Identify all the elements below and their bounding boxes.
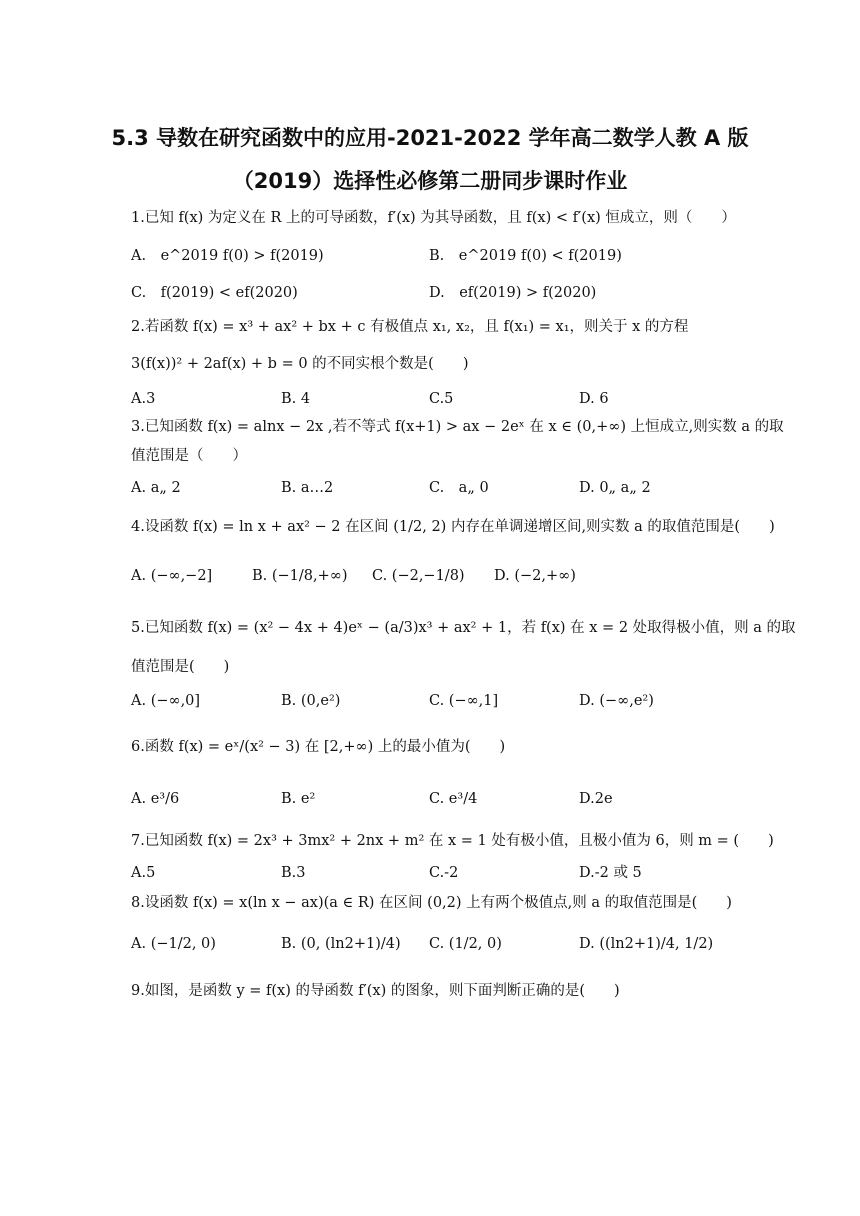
document-title-line-1: 5.3 导数在研究函数中的应用-2021-2022 学年高二数学人教 A 版 <box>111 126 749 150</box>
question-2-option-d: D. 6 <box>579 391 609 407</box>
question-2-option-b: B. 4 <box>281 391 311 407</box>
question-2-option-a: A.3 <box>131 391 156 407</box>
question-8-option-c: C. (1/2, 0) <box>429 936 502 952</box>
question-4-option-d: D. (−2,+∞) <box>494 568 576 584</box>
question-8-option-a: A. (−1/2, 0) <box>131 936 216 952</box>
question-7-option-d: D.-2 或 5 <box>579 865 642 881</box>
question-9-stem: 9.如图，是函数 y = f(x) 的导函数 f′(x) 的图象，则下面判断正确的是( ) <box>131 983 620 999</box>
question-6-option-a: A. e³/6 <box>131 791 180 807</box>
question-1-option-d: D. ef(2019) > f(2020) <box>429 285 597 301</box>
question-6-option-c: C. e³/4 <box>429 791 478 807</box>
document-title-line-2: （2019）选择性必修第二册同步课时作业 <box>232 169 628 193</box>
question-8-stem: 8.设函数 f(x) = x(ln x − ax)(a ∈ R) 在区间 (0,2) 上有两个极值点,则 a 的取值范围是( ) <box>131 895 732 911</box>
question-4-stem: 4.设函数 f(x) = ln x + ax² − 2 在区间 (1/2, 2) 内存在单调递增区间,则实数 a 的取值范围是( ) <box>131 519 775 535</box>
question-4-option-a: A. (−∞,−2] <box>131 568 213 584</box>
question-4-option-b: B. (−1/8,+∞) <box>252 568 348 584</box>
question-5-option-b: B. (0,e²) <box>281 693 341 709</box>
question-7-stem: 7.已知函数 f(x) = 2x³ + 3mx² + 2nx + m² 在 x = 1 处有极小值，且极小值为 6，则 m = ( ) <box>131 833 774 849</box>
question-3-option-b: B. a…2 <box>281 480 334 496</box>
question-3-stem-line-2: 值范围是（ ） <box>131 448 247 464</box>
question-1-stem: 1.已知 f(x) 为定义在 R 上的可导函数，f′(x) 为其导函数，且 f(x) < f′(x) 恒成立，则（ ） <box>131 210 736 226</box>
question-3-option-c: C. a„ 0 <box>429 480 489 496</box>
question-2-stem-line-1: 2.若函数 f(x) = x³ + ax² + bx + c 有极值点 x₁, x₂，且 f(x₁) = x₁，则关于 x 的方程 <box>131 319 689 335</box>
question-1-option-a: A. e^2019 f(0) > f(2019) <box>131 248 324 264</box>
question-6-option-d: D.2e <box>579 791 613 807</box>
question-1-option-b: B. e^2019 f(0) < f(2019) <box>429 248 622 264</box>
question-5-stem-line-1: 5.已知函数 f(x) = (x² − 4x + 4)eˣ − (a/3)x³ + ax² + 1，若 f(x) 在 x = 2 处取得极小值，则 a 的取 <box>131 620 796 636</box>
question-7-option-b: B.3 <box>281 865 306 881</box>
question-4-option-c: C. (−2,−1/8) <box>372 568 465 584</box>
question-2-option-c: C.5 <box>429 391 454 407</box>
question-7-option-a: A.5 <box>131 865 156 881</box>
question-5-stem-line-2: 值范围是( ) <box>131 659 230 675</box>
question-6-stem: 6.函数 f(x) = eˣ/(x² − 3) 在 [2,+∞) 上的最小值为( ) <box>131 739 506 755</box>
question-3-option-d: D. 0„ a„ 2 <box>579 480 651 496</box>
question-2-stem-line-2: 3(f(x))² + 2af(x) + b = 0 的不同实根个数是( ) <box>131 356 469 372</box>
question-1-option-c: C. f(2019) < ef(2020) <box>131 285 298 301</box>
question-3-option-a: A. a„ 2 <box>131 480 181 496</box>
question-8-option-d: D. ((ln2+1)/4, 1/2) <box>579 936 714 952</box>
question-6-option-b: B. e² <box>281 791 316 807</box>
question-5-option-d: D. (−∞,e²) <box>579 693 654 709</box>
question-5-option-c: C. (−∞,1] <box>429 693 499 709</box>
question-5-option-a: A. (−∞,0] <box>131 693 201 709</box>
question-7-option-c: C.-2 <box>429 865 459 881</box>
question-3-stem-line-1: 3.已知函数 f(x) = alnx − 2x ,若不等式 f(x+1) > ax − 2eˣ 在 x ∈ (0,+∞) 上恒成立,则实数 a 的取 <box>131 419 784 435</box>
question-8-option-b: B. (0, (ln2+1)/4) <box>281 936 401 952</box>
